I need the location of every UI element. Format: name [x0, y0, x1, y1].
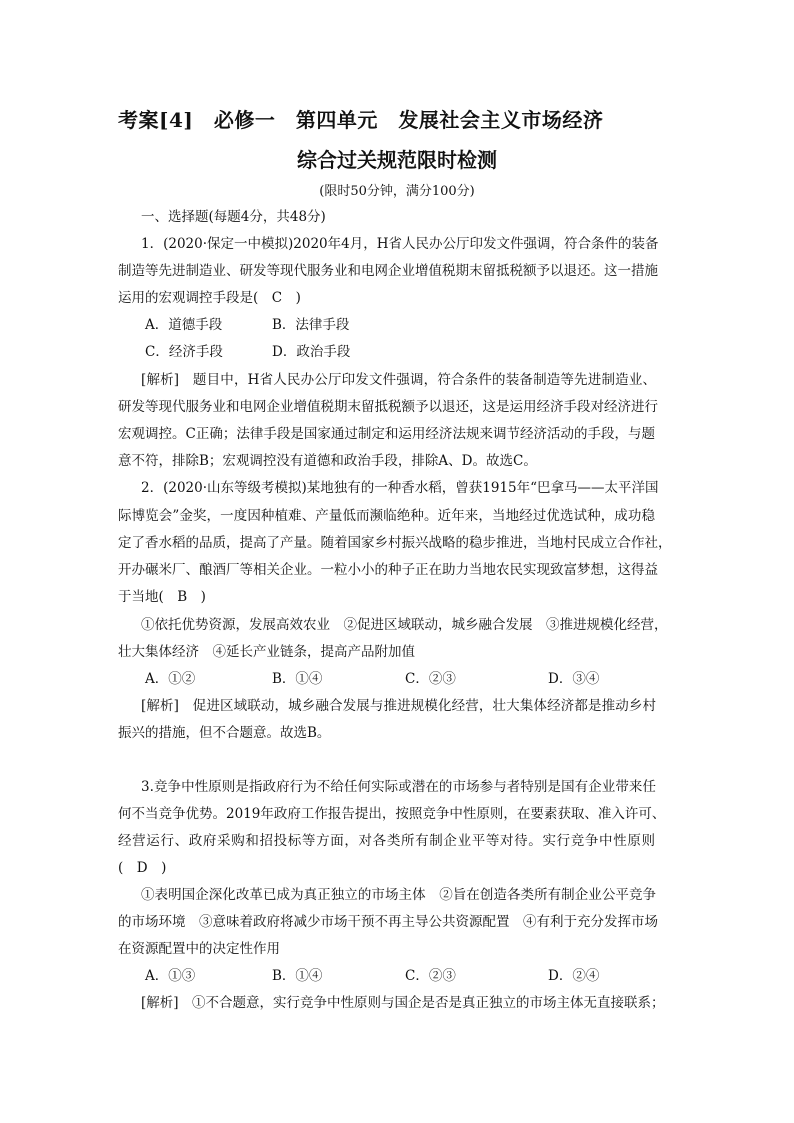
document-subtitle-heading: 综合过关规范限时检测 [297, 148, 497, 172]
q2-line: 于当地( B ) [118, 589, 206, 605]
q2-line: 2．(2020·山东等级考模拟)某地独有的一种香水稻，曾获1915年“巴拿马——太平洋国 [141, 480, 659, 496]
q3-item-line: 在资源配置中的决定性作用 [118, 941, 280, 957]
q1-option-a: A．道德手段 [145, 317, 223, 333]
q2-option-c: C．②③ [405, 671, 456, 687]
q3-line: 何不当竞争优势。2019年政府工作报告提出，按照竞争中性原则，在要素获取、准入许可、 [118, 806, 666, 822]
q2-option-b: B．①④ [272, 671, 323, 687]
q3-analysis-line: [解析] ①不合题意，实行竞争中性原则与国企是否是真正独立的市场主体无直接联系； [141, 995, 665, 1011]
q1-analysis-line: 研发等现代服务业和电网企业增值税期末留抵税额予以退还，这是运用经济手段对经济进行 [118, 399, 658, 415]
section-heading: 一、选择题(每题4分，共48分) [141, 209, 326, 225]
q1-analysis-line: 意不符，排除B；宏观调控没有道德和政治手段，排除A、D。故选C。 [118, 453, 537, 469]
q1-line: 制造等先进制造业、研发等现代服务业和电网企业增值税期末留抵税额予以退还。这一措施 [118, 263, 658, 279]
q3-line: ( D ) [118, 860, 167, 876]
q2-analysis-line: 振兴的措施，但不合题意。故选B。 [118, 725, 331, 741]
q1-analysis-line: 宏观调控。C正确；法律手段是国家通过制定和运用经济法规来调节经济活动的手段，与题 [118, 426, 655, 442]
q2-line: 际博览会”金奖，一度因种植难、产量低而濒临绝种。近年来，当地经过优选试种，成功稳 [118, 508, 655, 524]
q3-item-line: 的市场环境 ③意味着政府将减少市场干预不再主导公共资源配置 ④有利于充分发挥市场 [118, 914, 658, 930]
q1-option-b: B．法律手段 [272, 317, 350, 333]
q2-item-line: ①依托优势资源，发展高效农业 ②促进区域联动，城乡融合发展 ③推进规模化经营， [141, 617, 668, 633]
q3-item-line: ①表明国企深化改革已成为真正独立的市场主体 ②旨在创造各类所有制企业公平竞争 [141, 887, 656, 903]
time-limit-note: (限时50分钟，满分100分) [319, 184, 475, 199]
document-title: 考案[4] 必修一 第四单元 发展社会主义市场经济 [118, 108, 604, 132]
q3-option-c: C．②③ [405, 968, 456, 984]
q2-option-a: A．①② [145, 671, 196, 687]
q3-option-a: A．①③ [145, 968, 196, 984]
q2-item-line: 壮大集体经济 ④延长产业链条，提高产品附加值 [118, 644, 415, 660]
q1-line: 运用的宏观调控手段是( C ) [118, 290, 301, 306]
q2-analysis-line: [解析] 促进区域联动，城乡融合发展与推进规模化经营，壮大集体经济都是推动乡村 [141, 698, 656, 714]
q1-analysis-line: [解析] 题目中，H省人民办公厅印发文件强调，符合条件的装备制造等先进制造业、 [141, 372, 656, 388]
q1-option-d: D．政治手段 [272, 344, 351, 360]
q3-line: 经营运行、政府采购和招投标等方面，对各类所有制企业平等对待。实行竞争中性原则 [118, 833, 655, 849]
q3-option-b: B．①④ [272, 968, 323, 984]
q2-line: 开办碾米厂、酿酒厂等相关企业。一粒小小的种子正在助力当地农民实现致富梦想，这得益 [118, 562, 658, 578]
q2-option-d: D．③④ [548, 671, 600, 687]
q1-line: 1．(2020·保定一中模拟)2020年4月，H省人民办公厅印发文件强调，符合条件的装备 [141, 236, 659, 252]
q1-option-c: C．经济手段 [145, 344, 223, 360]
q2-line: 定了香水稻的品质，提高了产量。随着国家乡村振兴战略的稳步推进，当地村民成立合作社， [118, 535, 672, 551]
q3-line: 3.竞争中性原则是指政府行为不给任何实际或潜在的市场参与者特别是国有企业带来任 [141, 779, 656, 795]
q3-option-d: D．②④ [548, 968, 600, 984]
